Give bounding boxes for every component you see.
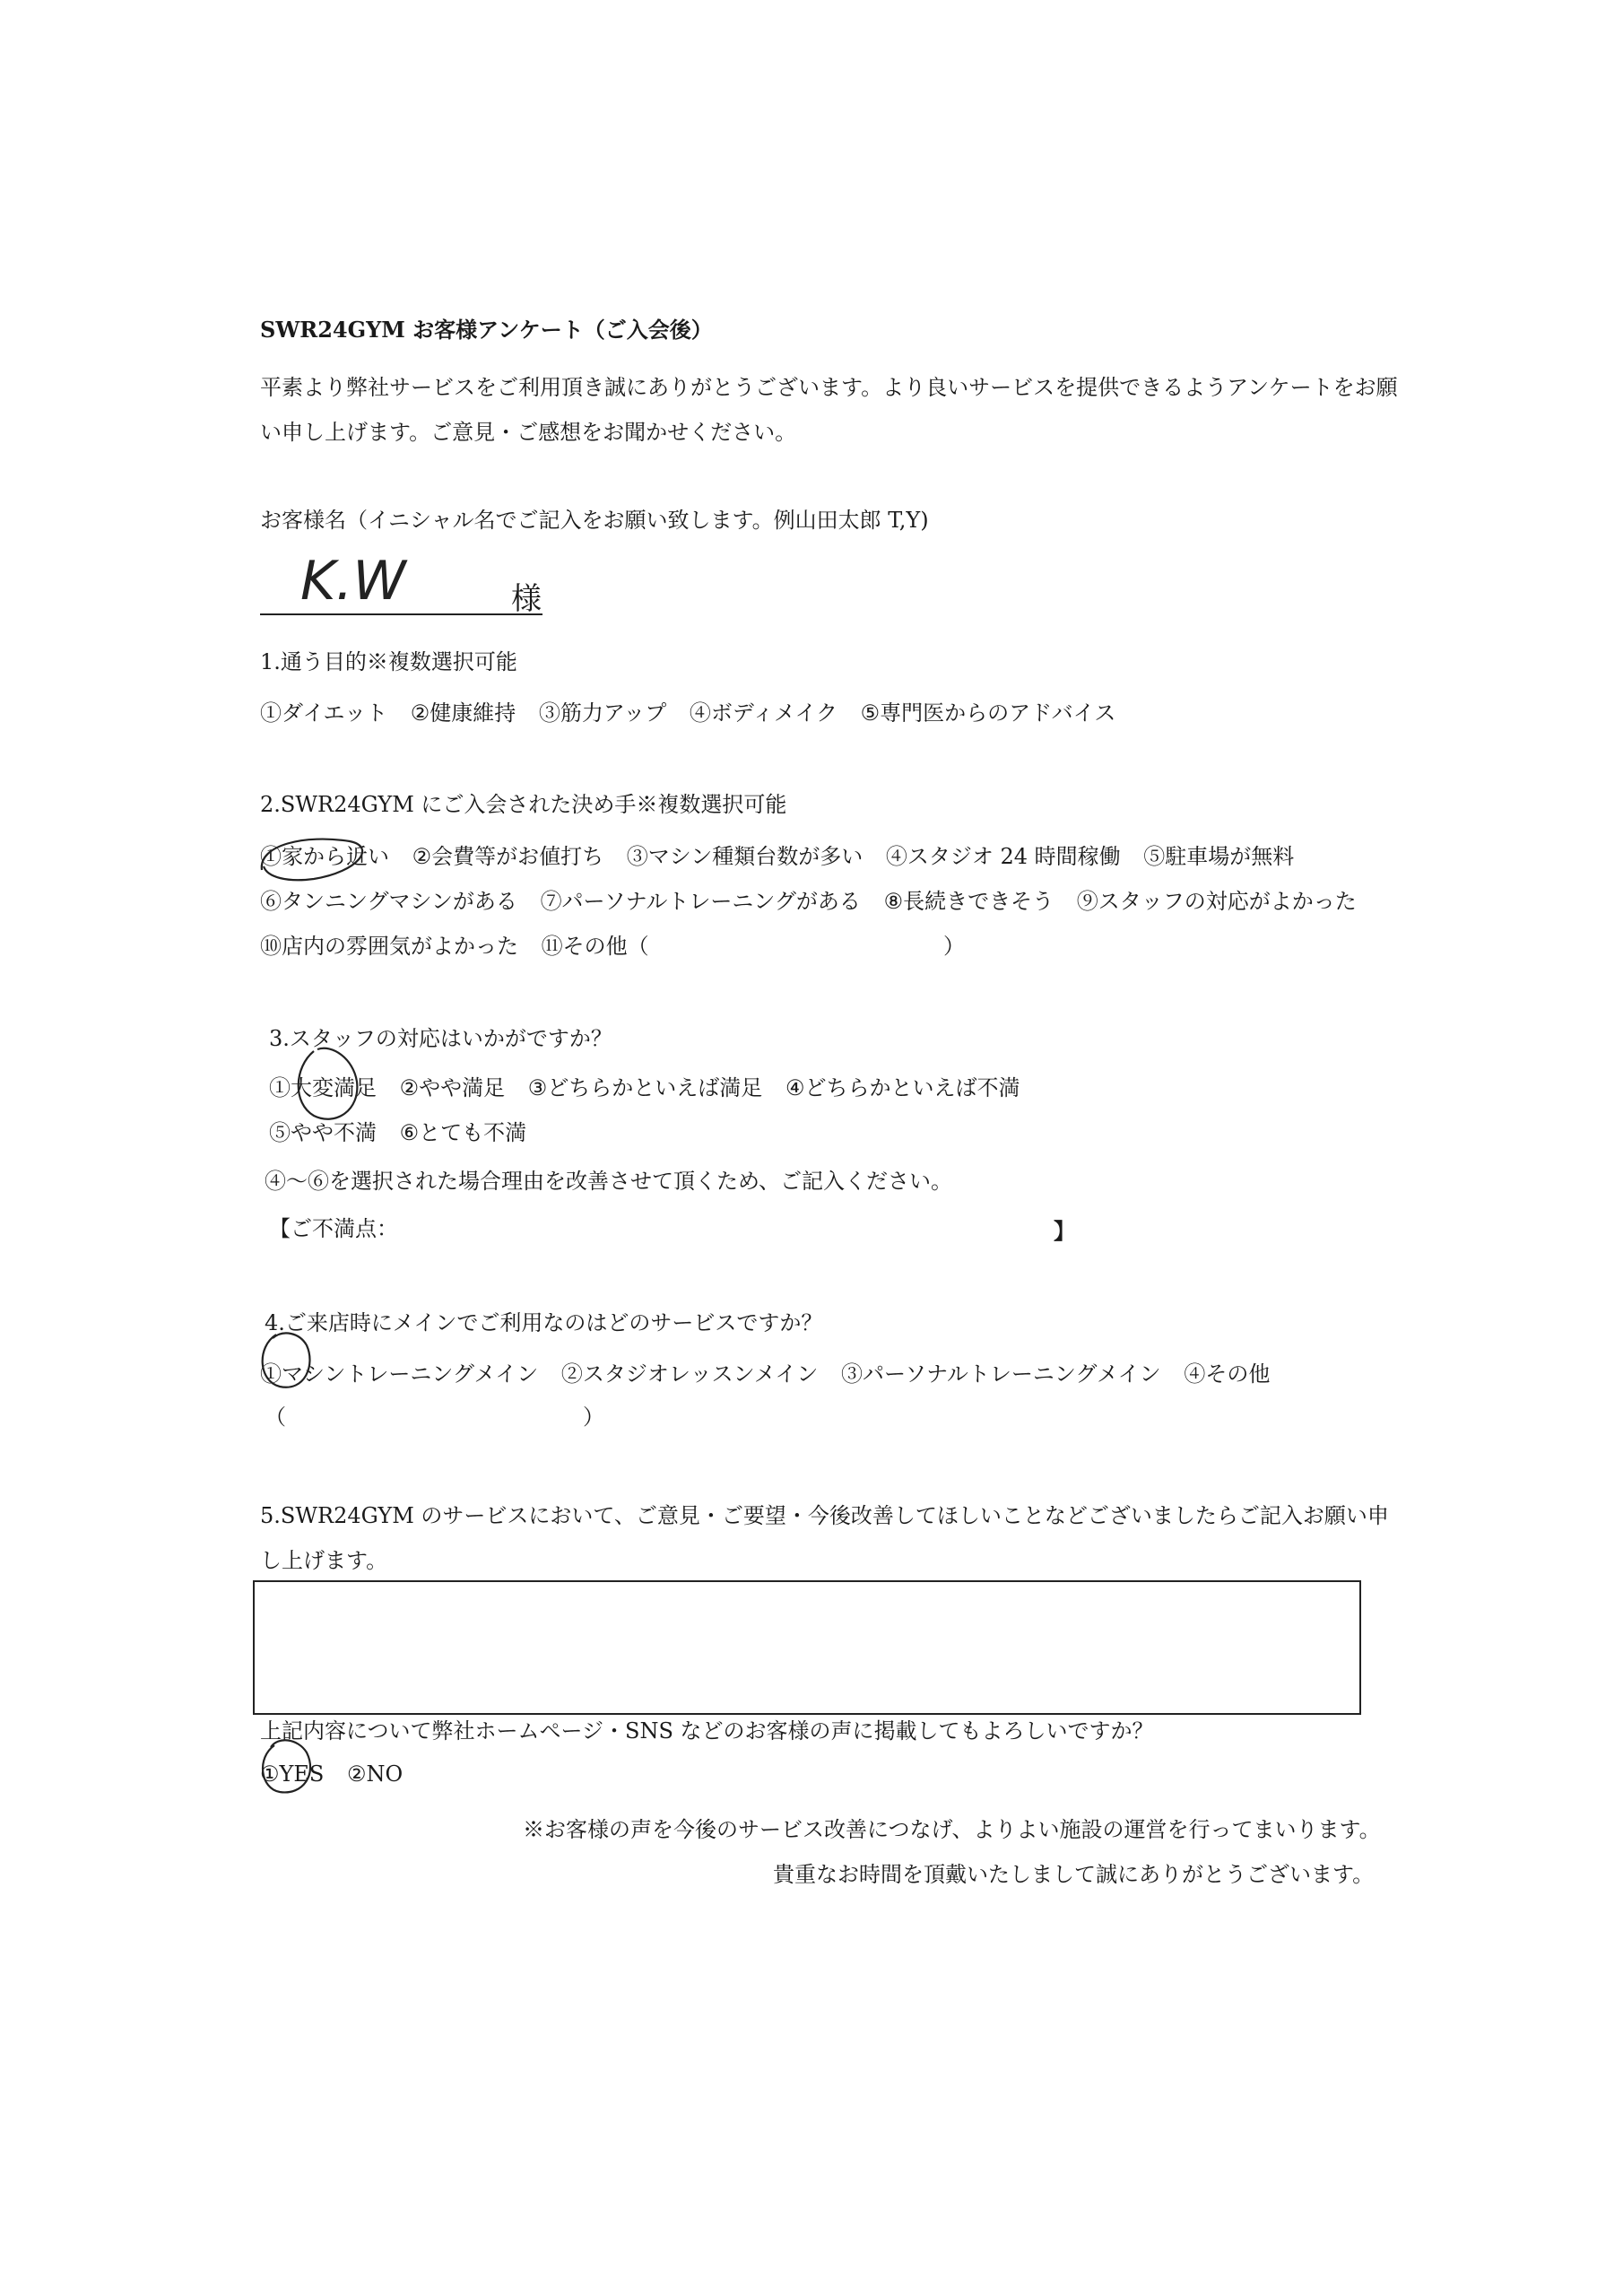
- q4-other-open-paren: （: [265, 1405, 286, 1430]
- q2-options-row-2: [260, 888, 1373, 915]
- q2-option-8[interactable]: ⑧長続きできそう: [883, 889, 1055, 914]
- q5-question-line-2: し上げます。: [260, 1548, 388, 1573]
- q4-option-3[interactable]: ③パーソナルトレーニングメイン: [841, 1361, 1161, 1387]
- q1-question: 1.通う目的※複数選択可能: [260, 649, 517, 674]
- q1-option-5[interactable]: ⑤専門医からのアドバイス: [860, 700, 1116, 726]
- survey-title: SWR24GYM お客様アンケート（ご入会後）: [260, 317, 713, 343]
- q2-question: 2.SWR24GYM にご入会された決め手※複数選択可能: [260, 792, 787, 817]
- q2-option-4[interactable]: ④スタジオ 24 時間稼働: [885, 844, 1121, 869]
- q2-option-1-handwritten-circle: [251, 823, 386, 895]
- intro-line-2: い申し上げます。ご意見・ご感想をお聞かせください。: [260, 420, 797, 445]
- q5-comment-box[interactable]: [253, 1580, 1361, 1715]
- q2-option-5[interactable]: ⑤駐車場が無料: [1143, 844, 1295, 869]
- q5-question-line-1: 5.SWR24GYM のサービスにおいて、ご意見・ご要望・今後改善してほしいことなどございましたらご記入お願い申: [260, 1503, 1389, 1528]
- q3-option-2[interactable]: ②やや満足: [399, 1075, 506, 1100]
- q3-option-4[interactable]: ④どちらかといえば不満: [785, 1075, 1020, 1100]
- customer-name-handwritten: K.W: [300, 550, 406, 613]
- q4-option-4[interactable]: ④その他: [1184, 1361, 1271, 1387]
- customer-honorific: 様: [511, 581, 542, 617]
- q3-complaint-close-bracket: 】: [1054, 1218, 1075, 1244]
- q2-options-row-1: [260, 843, 1310, 870]
- intro-line-1: 平素より弊社サービスをご利用頂き誠にありがとうございます。より良いサービスを提供できるようアンケートをお願: [260, 375, 1398, 400]
- q4-other-close-paren: ）: [583, 1405, 604, 1430]
- q2-option-9[interactable]: ⑨スタッフの対応がよかった: [1076, 889, 1357, 914]
- footer-note-2: 貴重なお時間を頂戴いたしまして誠にありがとうございます。: [773, 1862, 1375, 1887]
- q4-option-1-handwritten-circle: [253, 1326, 325, 1397]
- publish-option-no[interactable]: ②NO: [346, 1761, 404, 1787]
- publish-yes-handwritten-circle: [253, 1733, 334, 1805]
- q4-option-1[interactable]: ①マシントレーニングメイン: [260, 1361, 539, 1387]
- q3-note: ④～⑥を選択された場合理由を改善させて頂くため、ご記入ください。: [265, 1169, 953, 1194]
- customer-name-underline: [260, 613, 542, 615]
- q3-complaint-label: 【ご不満点：: [269, 1216, 398, 1241]
- publish-option-yes[interactable]: ①YES: [260, 1761, 325, 1787]
- q2-option-7[interactable]: ⑦パーソナルトレーニングがある: [540, 889, 861, 914]
- q1-option-4[interactable]: ④ボディメイク: [689, 700, 838, 726]
- q2-option-6[interactable]: ⑥タンニングマシンがある: [260, 889, 517, 914]
- q3-option-1[interactable]: ①大変満足: [269, 1075, 377, 1100]
- footer-note-1: ※お客様の声を今後のサービス改善につなげ、よりよい施設の運営を行ってまいります。: [523, 1817, 1381, 1842]
- q3-option-6[interactable]: ⑥とても不満: [399, 1120, 527, 1145]
- q3-options-row-1: [269, 1074, 1036, 1101]
- q1-option-1[interactable]: ①ダイエット: [260, 700, 388, 726]
- q2-options-row-3: [260, 933, 665, 960]
- q2-other-close-paren: ）: [943, 934, 965, 959]
- q2-option-2[interactable]: ②会費等がお値打ち: [412, 844, 604, 869]
- q3-option-5[interactable]: ⑤やや不満: [269, 1120, 377, 1145]
- q4-options: [260, 1361, 1286, 1387]
- q2-option-10[interactable]: ⑩店内の雰囲気がよかった: [260, 934, 518, 959]
- q3-option-3[interactable]: ③どちらかといえば満足: [527, 1075, 763, 1100]
- q4-option-2[interactable]: ②スタジオレッスンメイン: [560, 1361, 819, 1387]
- publish-question: 上記内容について弊社ホームページ・SNS などのお客様の声に掲載してもよろしいですか？: [260, 1718, 1154, 1744]
- q3-options-row-2: [269, 1119, 542, 1146]
- q2-option-11[interactable]: ⑪その他（: [541, 934, 649, 959]
- customer-name-label: お客様名（イニシャル名でご記入をお願い致します。例山田太郎 T,Y): [260, 508, 929, 533]
- q3-option-1-handwritten-circle: [287, 1040, 368, 1130]
- q3-question: 3.スタッフの対応はいかがですか？: [269, 1026, 612, 1051]
- q1-options: [260, 700, 1132, 726]
- q1-option-2[interactable]: ②健康維持: [410, 700, 516, 726]
- q1-option-3[interactable]: ③筋力アップ: [538, 700, 667, 726]
- q4-question: 4.ご来店時にメインでご利用なのはどのサービスですか？: [265, 1310, 823, 1335]
- q2-option-1[interactable]: ①家から近い: [260, 844, 389, 869]
- q2-option-3[interactable]: ③マシン種類台数が多い: [626, 844, 864, 869]
